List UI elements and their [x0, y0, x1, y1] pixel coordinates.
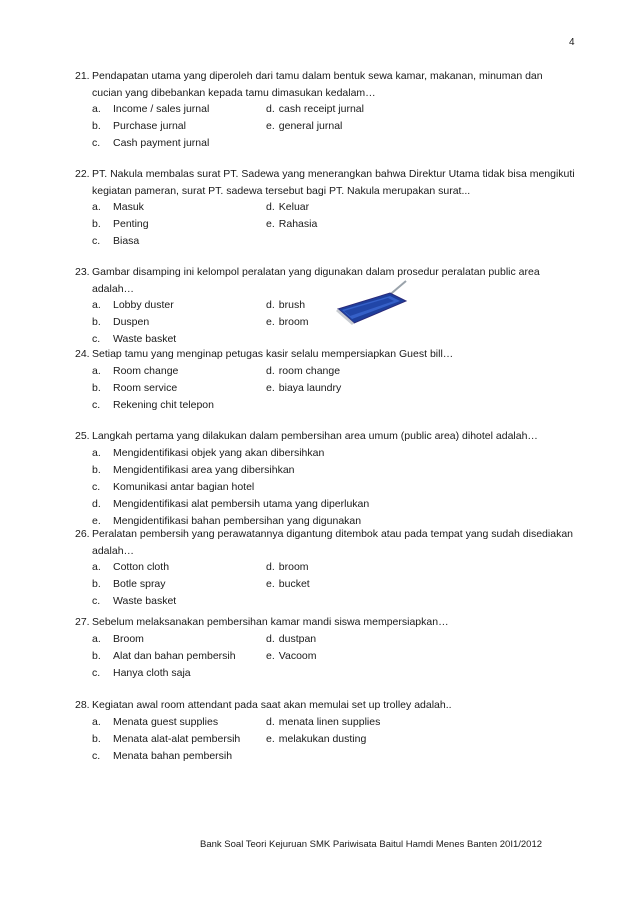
option-row — [92, 479, 575, 496]
option-text: Menata guest supplies — [113, 715, 219, 728]
option-letter: d. — [266, 715, 275, 728]
option-text: broom — [278, 316, 309, 328]
option-row — [92, 462, 575, 479]
option-row — [92, 496, 575, 513]
answer-option — [266, 297, 305, 314]
option-text: Masuk — [113, 201, 144, 213]
option-text: biaya laundry — [278, 381, 342, 394]
question-number: 27. — [75, 616, 90, 628]
option-row — [92, 748, 575, 765]
answer-option — [92, 135, 209, 152]
option-text: Mengidentifikasi bahan pembersihan yang digunakan — [113, 514, 362, 527]
answer-option — [92, 380, 266, 397]
option-text: broom — [278, 561, 309, 573]
option-text: Biasa — [113, 235, 140, 247]
option-text: cash receipt jurnal — [278, 103, 364, 115]
option-letter: a. — [92, 103, 101, 115]
question-text: Pendapatan utama yang diperoleh dari tamu dalam bentuk sewa kamar, makanan, minuman dan cucian yang dibebankan kepada tamu dimasukan kedalam… — [92, 70, 543, 99]
answer-option — [92, 462, 295, 479]
option-list — [92, 445, 575, 530]
answer-option — [92, 593, 176, 610]
question-text: PT. Nakula membalas surat PT. Sadewa yang menerangkan bahwa Direktur Utama tidak bisa mengikuti kegiatan pameran, surat PT. sadewa tersebut bagi PT. Nakula merupakan surat... — [92, 168, 575, 197]
answer-option — [266, 731, 366, 748]
answer-option — [92, 559, 266, 576]
answer-option — [92, 665, 191, 682]
option-text: Room service — [113, 381, 178, 394]
question-number: 25. — [75, 430, 90, 442]
option-text: Komunikasi antar bagian hotel — [113, 480, 255, 493]
answer-option — [92, 731, 266, 748]
option-row — [92, 593, 575, 610]
answer-option — [92, 445, 324, 462]
option-row — [92, 135, 575, 152]
question-8 — [75, 697, 575, 765]
option-letter: c. — [92, 595, 101, 607]
question-5 — [75, 428, 575, 530]
option-letter: b. — [92, 732, 101, 745]
question-text: Sebelum melaksanakan pembersihan kamar mandi siswa mempersiapkan… — [92, 616, 449, 628]
option-list — [92, 714, 575, 765]
option-letter: d. — [266, 364, 275, 377]
option-text: Keluar — [278, 201, 310, 213]
option-row — [92, 714, 575, 731]
option-text: Mengidentifikasi objek yang akan dibersihkan — [113, 446, 325, 459]
option-letter: a. — [92, 561, 101, 573]
option-row — [92, 363, 575, 380]
question-4 — [75, 346, 575, 414]
question-number: 24. — [75, 348, 90, 360]
option-text: Rahasia — [278, 218, 318, 230]
answer-option — [266, 199, 309, 216]
question-number: 26. — [75, 528, 90, 540]
option-row — [92, 397, 575, 414]
option-text: Cash payment jurnal — [113, 137, 210, 149]
option-letter: a. — [92, 299, 101, 311]
question-text: Kegiatan awal room attendant pada saat akan memulai set up trolley adalah.. — [92, 699, 452, 711]
option-letter: e. — [266, 120, 275, 132]
answer-option — [92, 363, 266, 380]
answer-option — [92, 118, 266, 135]
question-text: Setiap tamu yang menginap petugas kasir selalu mempersiapkan Guest bill… — [92, 348, 454, 360]
question-2 — [75, 166, 575, 250]
question-text: Langkah pertama yang dilakukan dalam pembersihan area umum (public area) dihotel adalah… — [92, 430, 538, 442]
answer-option — [92, 479, 254, 496]
option-letter: c. — [92, 749, 101, 762]
answer-option — [266, 216, 317, 233]
question-1 — [75, 68, 575, 152]
answer-option — [266, 559, 309, 576]
option-text: Waste basket — [113, 333, 177, 345]
answer-option — [266, 714, 380, 731]
option-text: Cotton cloth — [113, 561, 170, 573]
option-letter: b. — [92, 649, 101, 662]
option-letter: e. — [92, 514, 101, 527]
question-3 — [75, 264, 575, 348]
option-letter: b. — [92, 316, 101, 328]
answer-option — [92, 233, 139, 250]
option-letter: d. — [266, 632, 275, 645]
option-row — [92, 314, 575, 331]
answer-option — [92, 397, 214, 414]
option-text: Mengidentifikasi area yang dibersihkan — [113, 463, 295, 476]
answer-option — [266, 576, 310, 593]
option-letter: d. — [266, 561, 275, 573]
answer-option — [266, 101, 364, 118]
option-text: Broom — [113, 632, 144, 645]
answer-option — [92, 576, 266, 593]
option-text: Duspen — [113, 316, 150, 328]
option-letter: b. — [92, 381, 101, 394]
option-row — [92, 380, 575, 397]
option-letter: c. — [92, 666, 101, 679]
option-row — [92, 559, 575, 576]
option-letter: e. — [266, 578, 275, 590]
answer-option — [92, 101, 266, 118]
option-row — [92, 576, 575, 593]
option-text: general jurnal — [278, 120, 343, 132]
answer-option — [266, 380, 341, 397]
option-text: Botle spray — [113, 578, 166, 590]
option-letter: a. — [92, 632, 101, 645]
option-list — [92, 631, 575, 682]
option-text: Menata alat-alat pembersih — [113, 732, 241, 745]
option-list — [92, 199, 575, 250]
option-row — [92, 199, 575, 216]
question-number: 22. — [75, 168, 90, 180]
option-letter: e. — [266, 649, 275, 662]
option-list — [92, 363, 575, 414]
option-list — [92, 297, 575, 348]
option-text: Mengidentifikasi alat pembersih utama yang diperlukan — [113, 497, 370, 510]
answer-option — [92, 314, 266, 331]
option-text: Menata bahan pembersih — [113, 749, 233, 762]
option-text: Penting — [113, 218, 149, 230]
mop-image — [336, 279, 412, 327]
option-letter: d. — [266, 201, 275, 213]
option-letter: b. — [92, 578, 101, 590]
option-letter: b. — [92, 463, 101, 476]
answer-option — [92, 297, 266, 314]
option-row — [92, 648, 575, 665]
option-letter: e. — [266, 732, 275, 745]
footer: Bank Soal Teori Kejuruan SMK Pariwisata Baitul Hamdi Menes Banten 20I1/2012 — [200, 839, 543, 850]
option-row — [92, 665, 575, 682]
option-text: menata linen supplies — [278, 715, 381, 728]
option-text: Alat dan bahan pembersih — [113, 649, 236, 662]
option-letter: a. — [92, 715, 101, 728]
option-text: dustpan — [278, 632, 317, 645]
option-letter: c. — [92, 235, 101, 247]
option-letter: e. — [266, 381, 275, 394]
answer-option — [92, 631, 266, 648]
option-letter: d. — [92, 497, 101, 510]
option-row — [92, 101, 575, 118]
answer-option — [266, 648, 317, 665]
answer-option — [92, 648, 266, 665]
option-text: Lobby duster — [113, 299, 174, 311]
option-letter: e. — [266, 316, 275, 328]
option-letter: e. — [266, 218, 275, 230]
option-text: Purchase jurnal — [113, 120, 186, 132]
option-letter: c. — [92, 137, 101, 149]
option-row — [92, 731, 575, 748]
option-letter: a. — [92, 446, 101, 459]
option-row — [92, 445, 575, 462]
question-text: Gambar disamping ini kelompol peralatan yang digunakan dalam prosedur peralatan public area adalah… — [92, 266, 540, 295]
answer-option — [266, 631, 316, 648]
option-text: Room change — [113, 364, 179, 377]
answer-option — [92, 199, 266, 216]
question-text: Peralatan pembersih yang perawatannya digantung ditembok atau pada tempat yang sudah disediakan adalah… — [92, 528, 574, 557]
option-text: Waste basket — [113, 595, 177, 607]
option-list — [92, 101, 575, 152]
option-text: Hanya cloth saja — [113, 666, 191, 679]
option-text: Rekening chit telepon — [113, 398, 214, 411]
option-list — [92, 559, 575, 610]
question-7 — [75, 614, 575, 682]
page-number: 4 — [569, 37, 575, 48]
option-text: Vacoom — [278, 649, 317, 662]
option-letter: b. — [92, 120, 101, 132]
option-letter: d. — [266, 103, 275, 115]
option-row — [92, 118, 575, 135]
answer-option — [92, 748, 232, 765]
option-row — [92, 216, 575, 233]
option-letter: c. — [92, 480, 101, 493]
option-text: brush — [278, 299, 306, 311]
question-number: 23. — [75, 266, 90, 278]
option-row — [92, 631, 575, 648]
question-number: 21. — [75, 70, 90, 82]
option-text: room change — [278, 364, 341, 377]
option-letter: c. — [92, 333, 101, 345]
option-letter: a. — [92, 201, 101, 213]
answer-option — [266, 363, 340, 380]
answer-option — [266, 118, 342, 135]
answer-option — [92, 216, 266, 233]
option-text: melakukan dusting — [278, 732, 367, 745]
question-6 — [75, 526, 575, 610]
option-letter: a. — [92, 364, 101, 377]
option-row — [92, 297, 575, 314]
answer-option — [92, 496, 369, 513]
option-row — [92, 233, 575, 250]
answer-option — [266, 314, 309, 331]
option-letter: d. — [266, 299, 275, 311]
option-letter: c. — [92, 398, 101, 411]
question-number: 28. — [75, 699, 90, 711]
option-text: Income / sales jurnal — [113, 103, 210, 115]
option-text: bucket — [278, 578, 310, 590]
option-letter: b. — [92, 218, 101, 230]
answer-option — [92, 714, 266, 731]
